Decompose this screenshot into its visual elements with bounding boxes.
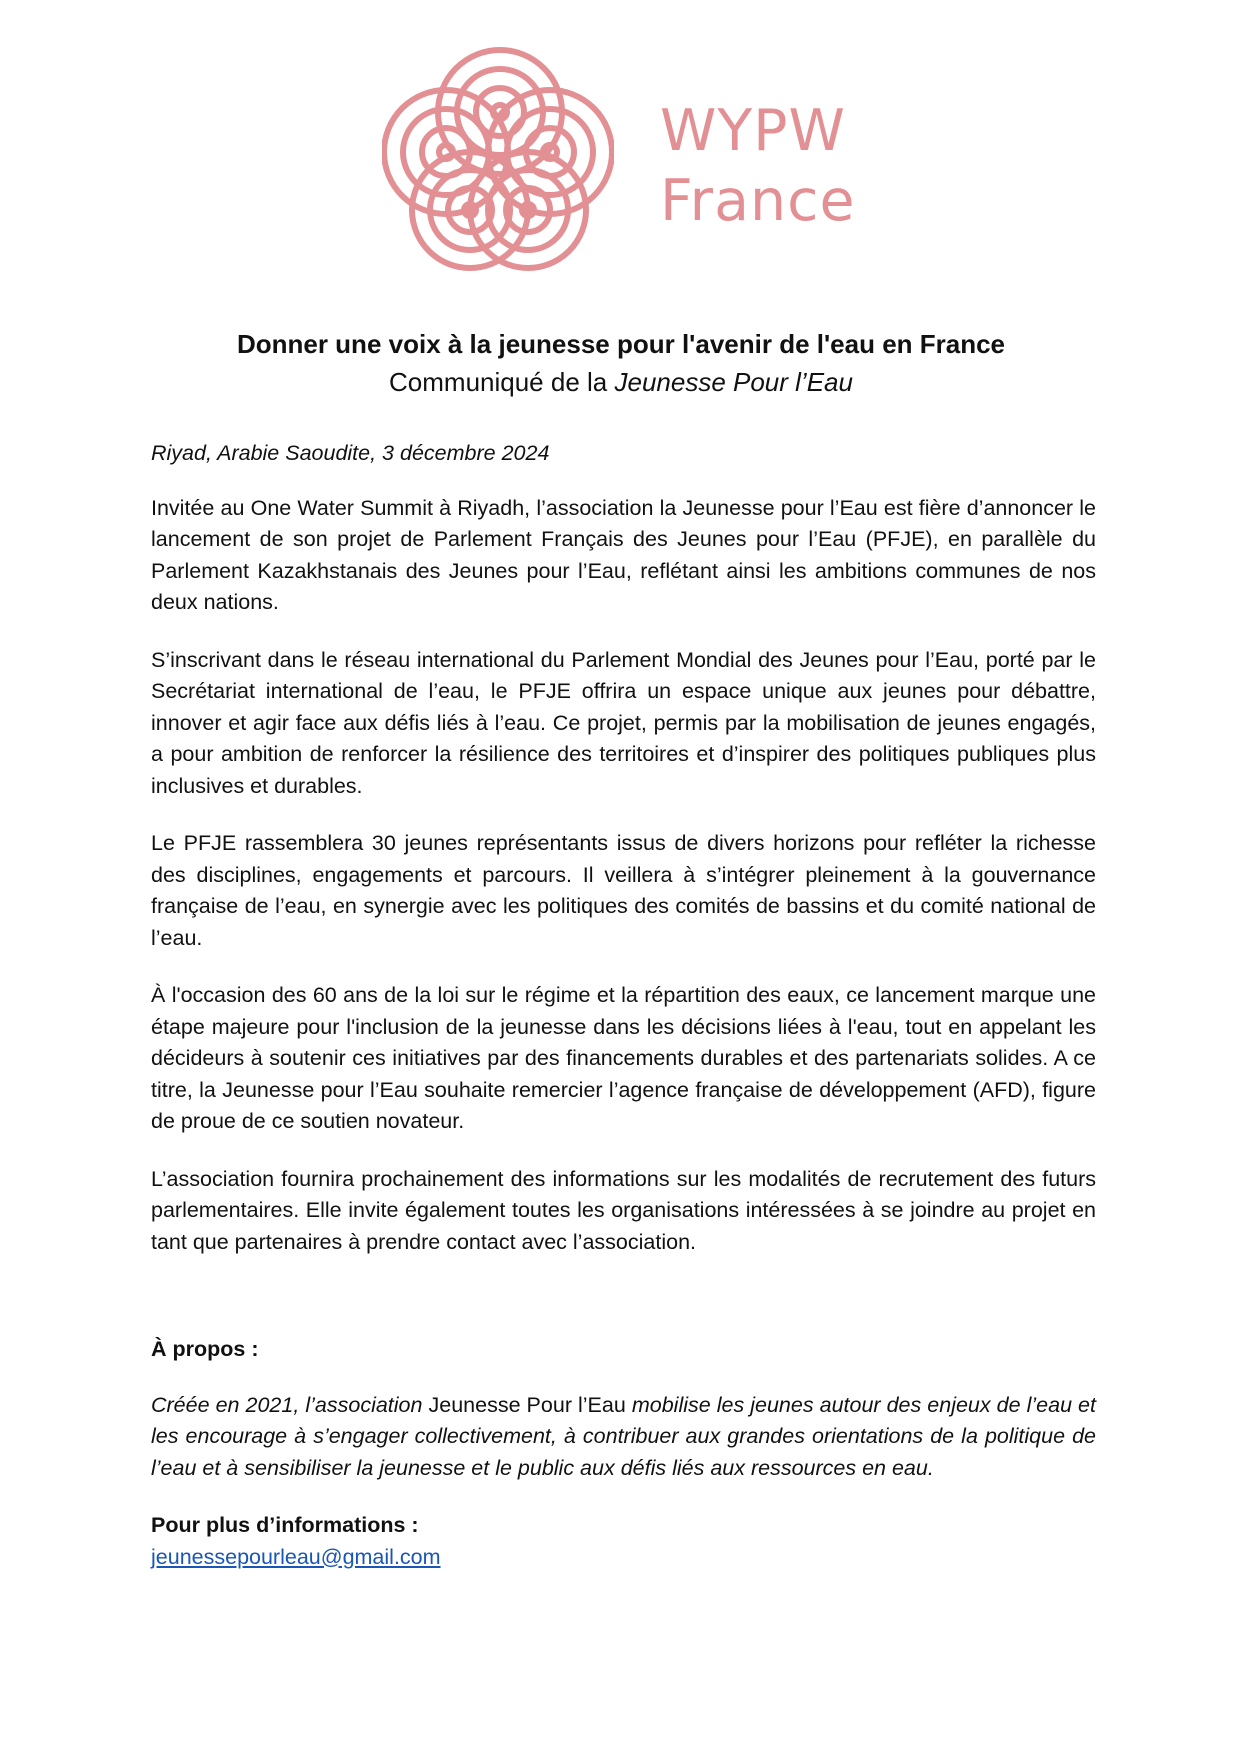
body-paragraph: À l'occasion des 60 ans de la loi sur le régime et la répartition des eaux, ce lancement marque une étape majeure pour l'inclusion de la jeunesse dans les décisions liées à l'eau, tout en appelant les décideurs à soutenir ces initiatives par des financements durables et des partenariats solides. A ce titre, la Jeunesse pour l’Eau souhaite remercier l’agence française de développement (AFD), figure de proue de ce soutien novateur. xyxy=(151,983,1096,1133)
body-paragraph: Invitée au One Water Summit à Riyadh, l’association la Jeunesse pour l’Eau est fière d’annoncer le lancement de son projet de Parlement Français des Jeunes pour l’Eau (PFJE), en parallèle du Parlement Kazakhstanais des Jeunes pour l’Eau, reflétant ainsi les ambitions communes de nos deux nations. xyxy=(151,495,1096,614)
about-text xyxy=(151,1390,1096,1485)
body-paragraph: Le PFJE rassemblera 30 jeunes représentants issus de divers horizons pour refléter la richesse des disciplines, engagements et parcours. Il veillera à s’intégrer pleinement à la gouvernance française de l’eau, en synergie avec les politiques des comités de bassins et du comité national de l’eau. xyxy=(151,831,1096,950)
about-text-intro: Créée en 2021, l’association xyxy=(151,1392,429,1417)
subtitle-prefix: Communiqué de la xyxy=(389,367,615,397)
press-release-subtitle xyxy=(0,364,1242,400)
contact-heading: Pour plus d’informations : xyxy=(151,1513,419,1537)
wypw-logo-mark xyxy=(382,44,614,276)
about-organization-name: Jeunesse Pour l’Eau xyxy=(428,1392,626,1417)
logo-line-2: France xyxy=(660,168,856,234)
press-release-title: Donner une voix à la jeunesse pour l'avenir de l'eau en France xyxy=(236,329,1006,359)
about-text-rest: mobilise les jeunes autour des enjeux de l’eau et les encourage à s’engager collectivement, à contribuer aux grandes orientations de la politique de l’eau et à sensibiliser la jeunesse et le public aux défis liés aux ressources en eau. xyxy=(151,1392,1096,1480)
logo xyxy=(382,44,862,278)
dateline: Riyad, Arabie Saoudite, 3 décembre 2024 xyxy=(151,441,550,465)
contact-line xyxy=(151,1542,1096,1574)
body-paragraph: S’inscrivant dans le réseau international du Parlement Mondial des Jeunes pour l’Eau, porté par le Secrétariat international de l’eau, le PFJE offrira un espace unique aux jeunes pour débattre, innover et agir face aux défis liés à l’eau. Ce projet, permis par la mobilisation de jeunes engagés, a pour ambition de renforcer la résilience des territoires et d’inspirer des politiques publiques plus inclusives et durables. xyxy=(151,647,1096,798)
subtitle-organization: Jeunesse Pour l’Eau xyxy=(614,367,853,397)
body-paragraph: L’association fournira prochainement des informations sur les modalités de recrutement des futurs parlementaires. Elle invite également toutes les organisations intéressées à se joindre au projet en tant que partenaires à prendre contact avec l’association. xyxy=(151,1166,1096,1254)
logo-line-1: WYPW xyxy=(660,98,846,164)
logo-wordmark xyxy=(660,96,856,236)
contact-email-link[interactable]: jeunessepourleau@gmail.com xyxy=(151,1544,441,1569)
about-heading: À propos : xyxy=(151,1337,259,1361)
press-release-body xyxy=(151,438,1096,1573)
